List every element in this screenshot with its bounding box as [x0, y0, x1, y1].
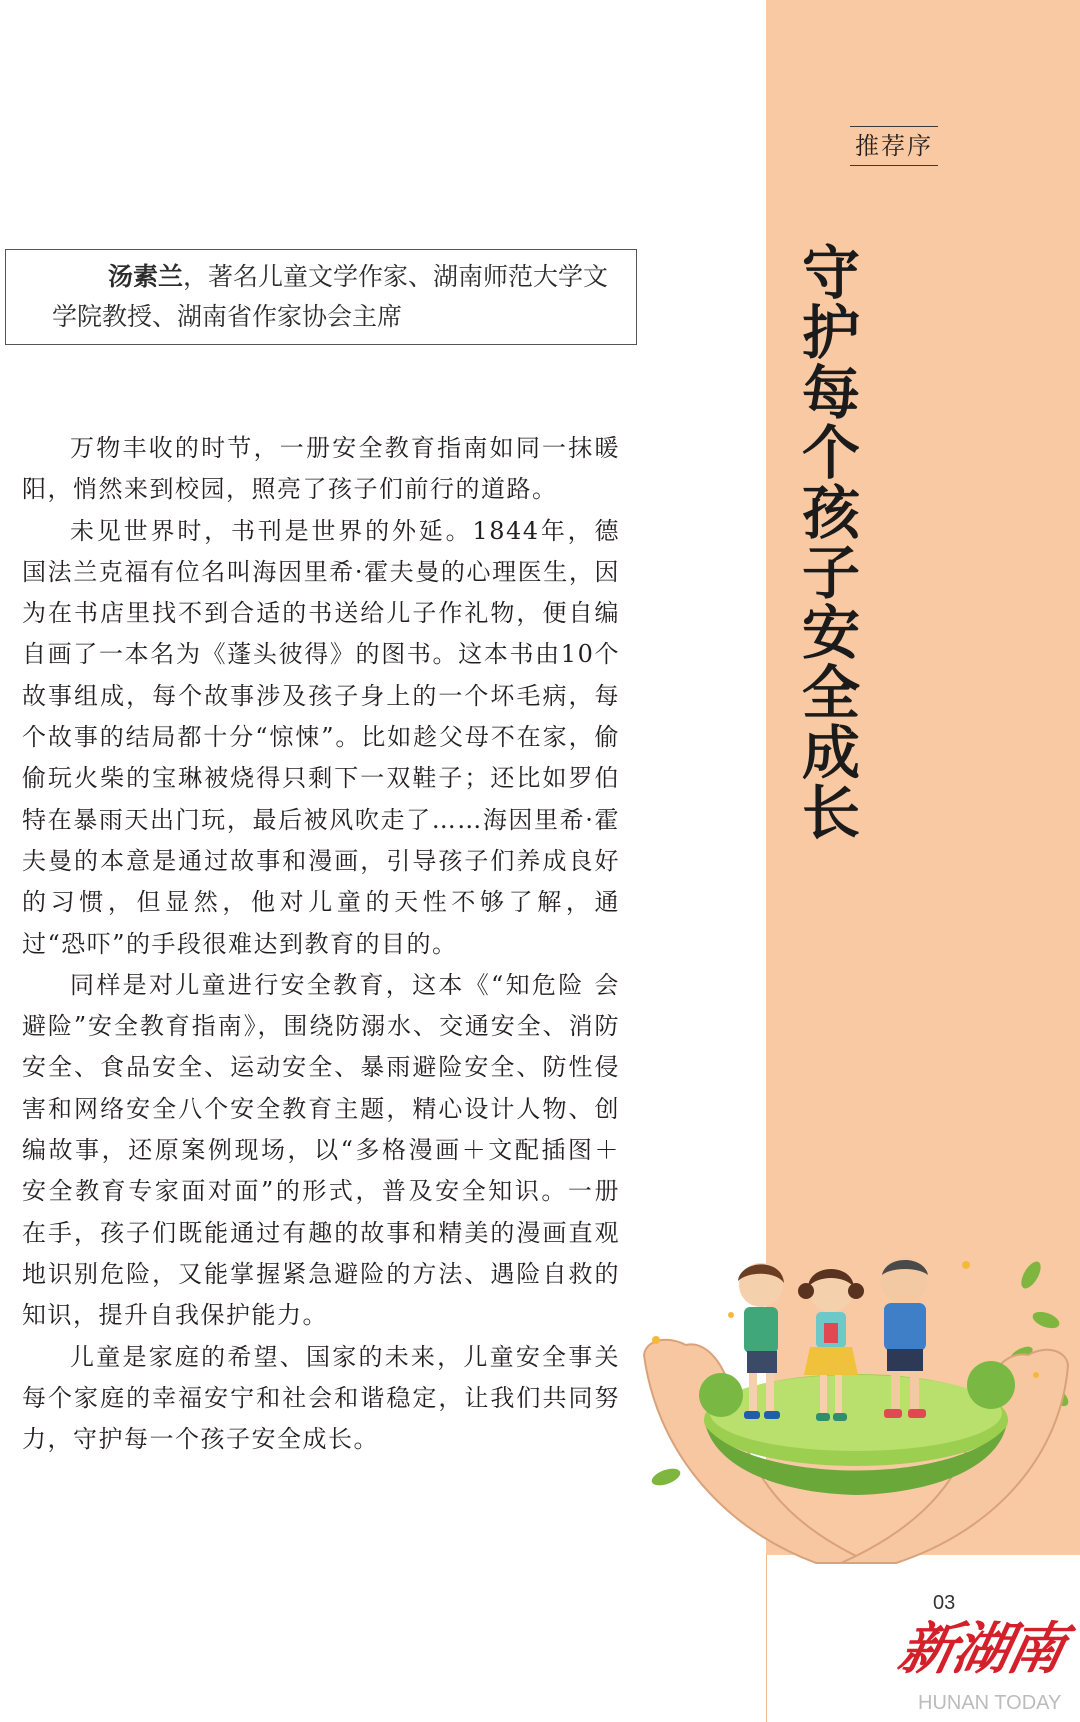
hands-children-illustration [636, 1245, 1076, 1565]
article-body [22, 428, 620, 1460]
author-name: 汤素兰 [108, 262, 184, 291]
publication-logo-subtitle: HUNAN TODAY [918, 1692, 1062, 1714]
publication-logo: 新湖南 [892, 1616, 1070, 1682]
paragraph: 儿童是家庭的希望、国家的未来，儿童安全事关每个家庭的幸福安宁和社会和谐稳定，让我们共同努力，守护每一个孩子安全成长。 [22, 1342, 620, 1454]
sidebar-edge [766, 1555, 767, 1722]
paragraph: 万物丰收的时节，一册安全教育指南如同一抹暖阳，悄然来到校园，照亮了孩子们前行的道路。 [22, 434, 620, 504]
section-label: 推荐序 [850, 126, 938, 166]
page-number: 03 [933, 1592, 956, 1614]
paragraph: 未见世界时，书刊是世界的外延。1844年，德国法兰克福有位名叫海因里希·霍夫曼的心理医生，因为在书店里找不到合适的书送给儿子作礼物，便自编自画了一本名为《蓬头彼得》的图书。这本书由10个故事组成，每个故事涉及孩子身上的一个坏毛病，每个故事的结局都十分“惊悚”。比如趁父母不在家，偷偷玩火柴的宝琳被烧得只剩下一双鞋子；还比如罗伯特在暴雨天出门玩，最后被风吹走了……海因里希·霍夫曼的本意是通过故事和漫画，引导孩子们养成良好的习惯，但显然，他对儿童的天性不够了解，通过“恐吓”的手段很难达到教育的目的。 [22, 516, 620, 958]
page-title: 守护每个孩子安全成长 [792, 242, 860, 842]
author-box [5, 249, 637, 345]
author-bio: ，著名儿童文学作家、湖南师范大学文学院教授、湖南省作家协会主席 [52, 262, 609, 331]
paragraph: 同样是对儿童进行安全教育，这本《“知危险 会避险”安全教育指南》，围绕防溺水、交通安全、消防安全、食品安全、运动安全、暴雨避险安全、防性侵害和网络安全八个安全教育主题，精心设计人物、创编故事，还原案例现场，以“多格漫画＋文配插图＋安全教育专家面对面”的形式，普及安全知识。一册在手，孩子们既能通过有趣的故事和精美的漫画直观地识别危险，又能掌握紧急避险的方法、遇险自救的知识，提升自我保护能力。 [22, 970, 620, 1330]
